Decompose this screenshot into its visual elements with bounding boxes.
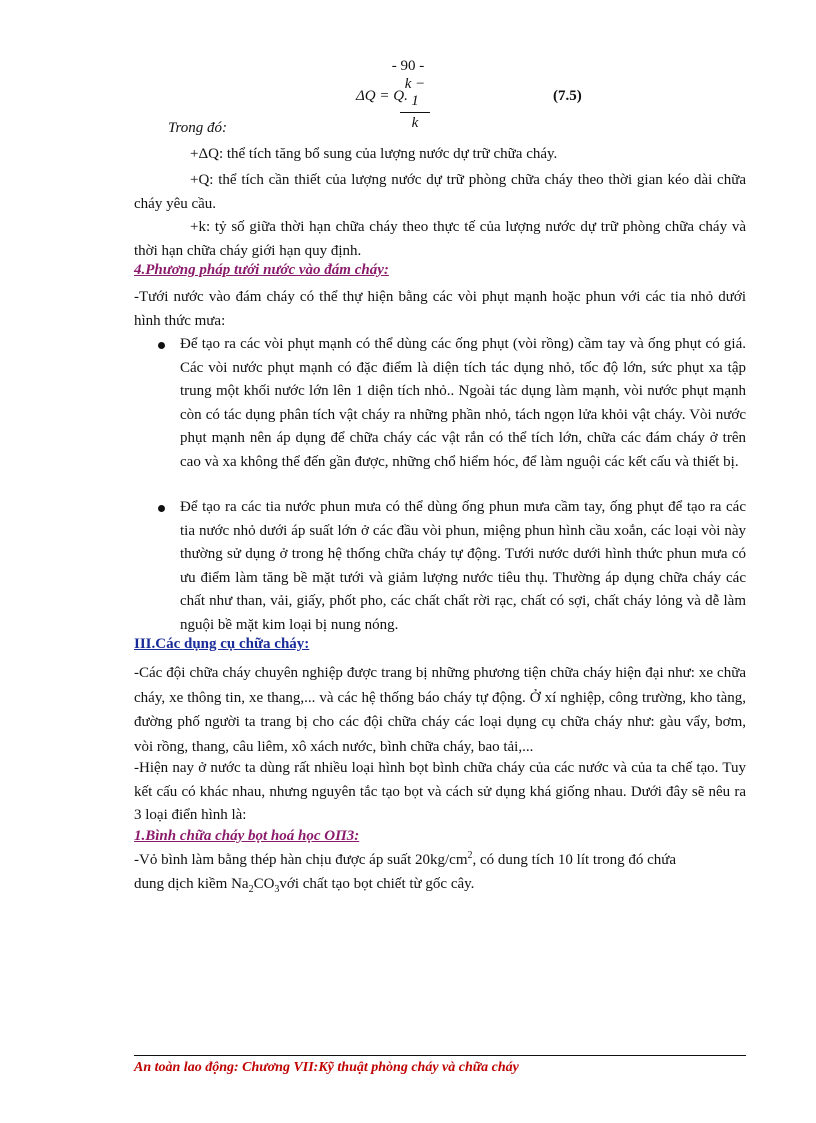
subsection-1-line-1-text: -Vỏ bình làm bằng thép hàn chịu được áp suất 20kg/cm: [134, 852, 468, 868]
definition-k: +k: tỷ số giữa thời hạn chữa cháy theo thực tế của lượng nước dự trữ phòng chữa cháy và thời hạn chữa cháy giới hạn quy định.: [134, 219, 746, 259]
subsection-1-line-2-rest: với chất tạo bọt chiết từ gốc cây.: [279, 876, 475, 892]
footer-divider: [134, 1055, 746, 1056]
section-iii-paragraph-2: -Hiện nay ở nước ta dùng rất nhiều loại hình bọt bình chữa cháy của các nước và của ta chế tạo. Tuy kết cấu có khác nhau, nhưng nguyên tắc tạo bọt và cách sử dụng khá giống nhau. Dưới đây sẽ nêu ra 3 loại điển hình là:: [134, 760, 746, 823]
formula-lhs: ΔQ = Q.: [356, 88, 408, 104]
subsection-1-heading: 1.Bình chữa cháy bọt hoá học ОП3:: [134, 828, 360, 844]
section-4-intro: -Tưới nước vào đám cháy có thể thự hiện bằng các vòi phụt mạnh hoặc phun với các tia nhỏ dưới hình thức mưa:: [134, 289, 746, 329]
subsection-1-line-2-text: dung dịch kiềm Na: [134, 876, 249, 892]
subsection-1-line-1-rest: , có dung tích 10 lít trong đó chứa: [472, 852, 677, 868]
subscript: 3: [274, 884, 280, 895]
formula-denominator: k: [411, 115, 419, 131]
definition-delta-q: +ΔQ: thể tích tăng bổ sung của lượng nước dự trữ chữa cháy.: [190, 146, 558, 162]
subsection-1-line-2: [134, 876, 474, 893]
subscript: 2: [248, 884, 254, 895]
bullet-icon: [158, 505, 165, 512]
section-iii-heading: III.Các dụng cụ chữa cháy:: [134, 636, 310, 652]
chemical-part: CO: [253, 876, 275, 892]
subsection-1-line-1: [134, 852, 676, 869]
formula-numerator: k − 1: [400, 76, 430, 113]
bullet-icon: [158, 342, 165, 349]
bullet-item-strong-jets: Để tạo ra các vòi phụt mạnh có thể dùng các ống phụt (vòi rồng) cầm tay và ống phụt có giá. Các vòi nước phụt mạnh có đặc điểm là diện tích tác dụng nhỏ, tốc độ lớn, sức phụt xa tập trung một khối nước lớn lên 1 diện tích nhỏ.. Ngoài tác dụng làm mạnh, vòi nước phụt mạnh còn có tác dụng phân tích vật cháy ra những phần nhỏ, tách ngọn lửa khỏi vật cháy. Vòi nước phụt mạnh nên áp dụng để chữa cháy các vật rắn có thể tích lớn, chữa các đám cháy ở trên cao và xa không thể đến gần được, những chổ hiểm hóc, để làm nguội các kết cấu và thiết bị.: [180, 336, 746, 470]
where-label: Trong đó:: [168, 120, 228, 136]
superscript: 2: [467, 850, 473, 861]
footer-text: An toàn lao động: Chương VII:Kỹ thuật phòng cháy và chữa cháy: [134, 1060, 519, 1075]
bullet-item-spray: Để tạo ra các tia nước phun mưa có thể dùng ống phun mưa cầm tay, ống phụt để tạo ra các tia nước nhỏ dưới áp suất lớn ở các đầu vòi phun, miệng phun hình cầu xoắn, các loại vòi này thường sử dụng ở trong hệ thống chữa cháy tự động. Tưới nước dưới hình thức phun mưa có ưu điểm làm tăng bề mặt tưới và giảm lượng nước tiêu thụ. Thường áp dụng chữa cháy các chất như than, vải, giấy, phốt pho, các chất chất rời rạc, chất có sợi, chất cháy lỏng và dễ làm nguội bề mặt kim loại bị nung nóng.: [180, 499, 746, 633]
page-number: - 90 -: [391, 58, 425, 74]
section-4-heading: 4.Phương pháp tưới nước vào đám cháy:: [134, 262, 389, 278]
section-iii-paragraph-1: -Các đội chữa cháy chuyên nghiệp được trang bị những phương tiện chữa cháy hiện đại như: xe chữa cháy, xe thông tin, xe thang,... và các hệ thống báo cháy tự động. Ở xí nghiệp, công trường, kho tàng, đường phố người ta trang bị cho các đội chữa cháy các loại dụng cụ chữa cháy như: gàu vẩy, bơm, vòi rồng, thang, câu liêm, xô xách nước, bình chữa cháy, bao tải,...: [134, 665, 746, 755]
definition-q: +Q: thể tích cần thiết của lượng nước dự trữ phòng chữa cháy theo thời gian kéo dài chữa cháy yêu cầu.: [134, 172, 746, 212]
formula-label: (7.5): [553, 88, 582, 104]
formula-fraction: [400, 76, 430, 132]
